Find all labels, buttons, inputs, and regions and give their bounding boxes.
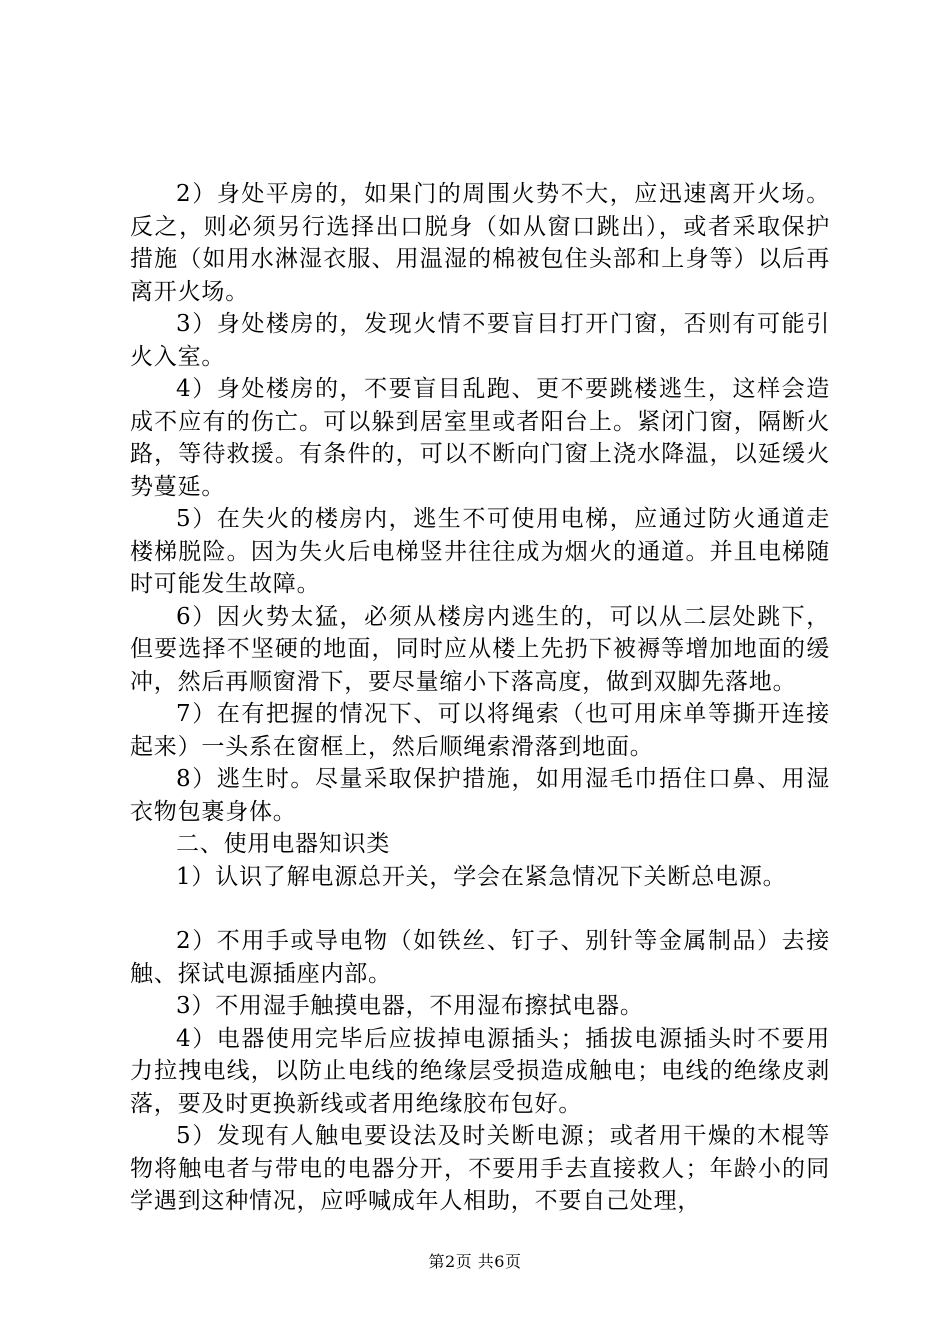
section-heading: 二、使用电器知识类 <box>176 831 391 857</box>
paragraph-fire-7: 8）逃生时。尽量采取保护措施，如用湿毛巾捂住口鼻、用湿衣物包裹身体。 <box>130 766 830 825</box>
page-footer: 第2页 共6页 <box>428 1252 522 1271</box>
document-body <box>130 178 830 1218</box>
paragraph-electric-3: 3）不用湿手触摸电器，不用湿布擦拭电器。 <box>176 993 644 1019</box>
paragraph-fire-6: 7）在有把握的情况下、可以将绳索（也可用床单等撕开连接起来）一头系在窗框上，然后顺绳索滑落到地面。 <box>130 701 830 760</box>
paragraph-electric-2: 2）不用手或导电物（如铁丝、钉子、别针等金属制品）去接触、探试电源插座内部。 <box>130 928 830 987</box>
paragraph-electric-1: 1）认识了解电源总开关，学会在紧急情况下关断总电源。 <box>176 863 787 890</box>
paragraph-fire-4: 5）在失火的楼房内，逃生不可使用电梯，应通过防火通道走楼梯脱险。因为失火后电梯竖井往往成为烟火的通道。并且电梯随时可能发生故障。 <box>130 506 830 597</box>
paragraph-fire-2: 3）身处楼房的，发现火情不要盲目打开门窗，否则有可能引火入室。 <box>130 311 830 370</box>
blank-line <box>130 893 830 925</box>
paragraph-fire-5: 6）因火势太猛，必须从楼房内逃生的，可以从二层处跳下，但要选择不坚硬的地面，同时应从楼上先扔下被褥等增加地面的缓冲，然后再顺窗滑下，要尽量缩小下落高度，做到双脚先落地。 <box>130 603 830 695</box>
paragraph-fire-1: 2）身处平房的，如果门的周围火势不大，应迅速离开火场。反之，则必须另行选择出口脱身（如从窗口跳出），或者采取保护措施（如用水淋湿衣服、用温湿的棉被包住头部和上身等）以后再离开火场。 <box>130 181 830 305</box>
paragraph-fire-3: 4）身处楼房的，不要盲目乱跑、更不要跳楼逃生，这样会造成不应有的伤亡。可以躲到居室里或者阳台上。紧闭门窗，隔断火路，等待救援。有条件的，可以不断向门窗上浇水降温，以延缓火势蔓延。 <box>130 376 830 500</box>
paragraph-electric-5: 5）发现有人触电要设法及时关断电源；或者用干燥的木棍等物将触电者与带电的电器分开，不要用手去直接救人；年龄小的同学遇到这种情况，应呼喊成年人相助，不要自己处理， <box>130 1123 830 1214</box>
paragraph-electric-4: 4）电器使用完毕后应拔掉电源插头；插拔电源插头时不要用力拉拽电线，以防止电线的绝缘层受损造成触电；电线的绝缘皮剥落，要及时更换新线或者用绝缘胶布包好。 <box>130 1025 830 1117</box>
